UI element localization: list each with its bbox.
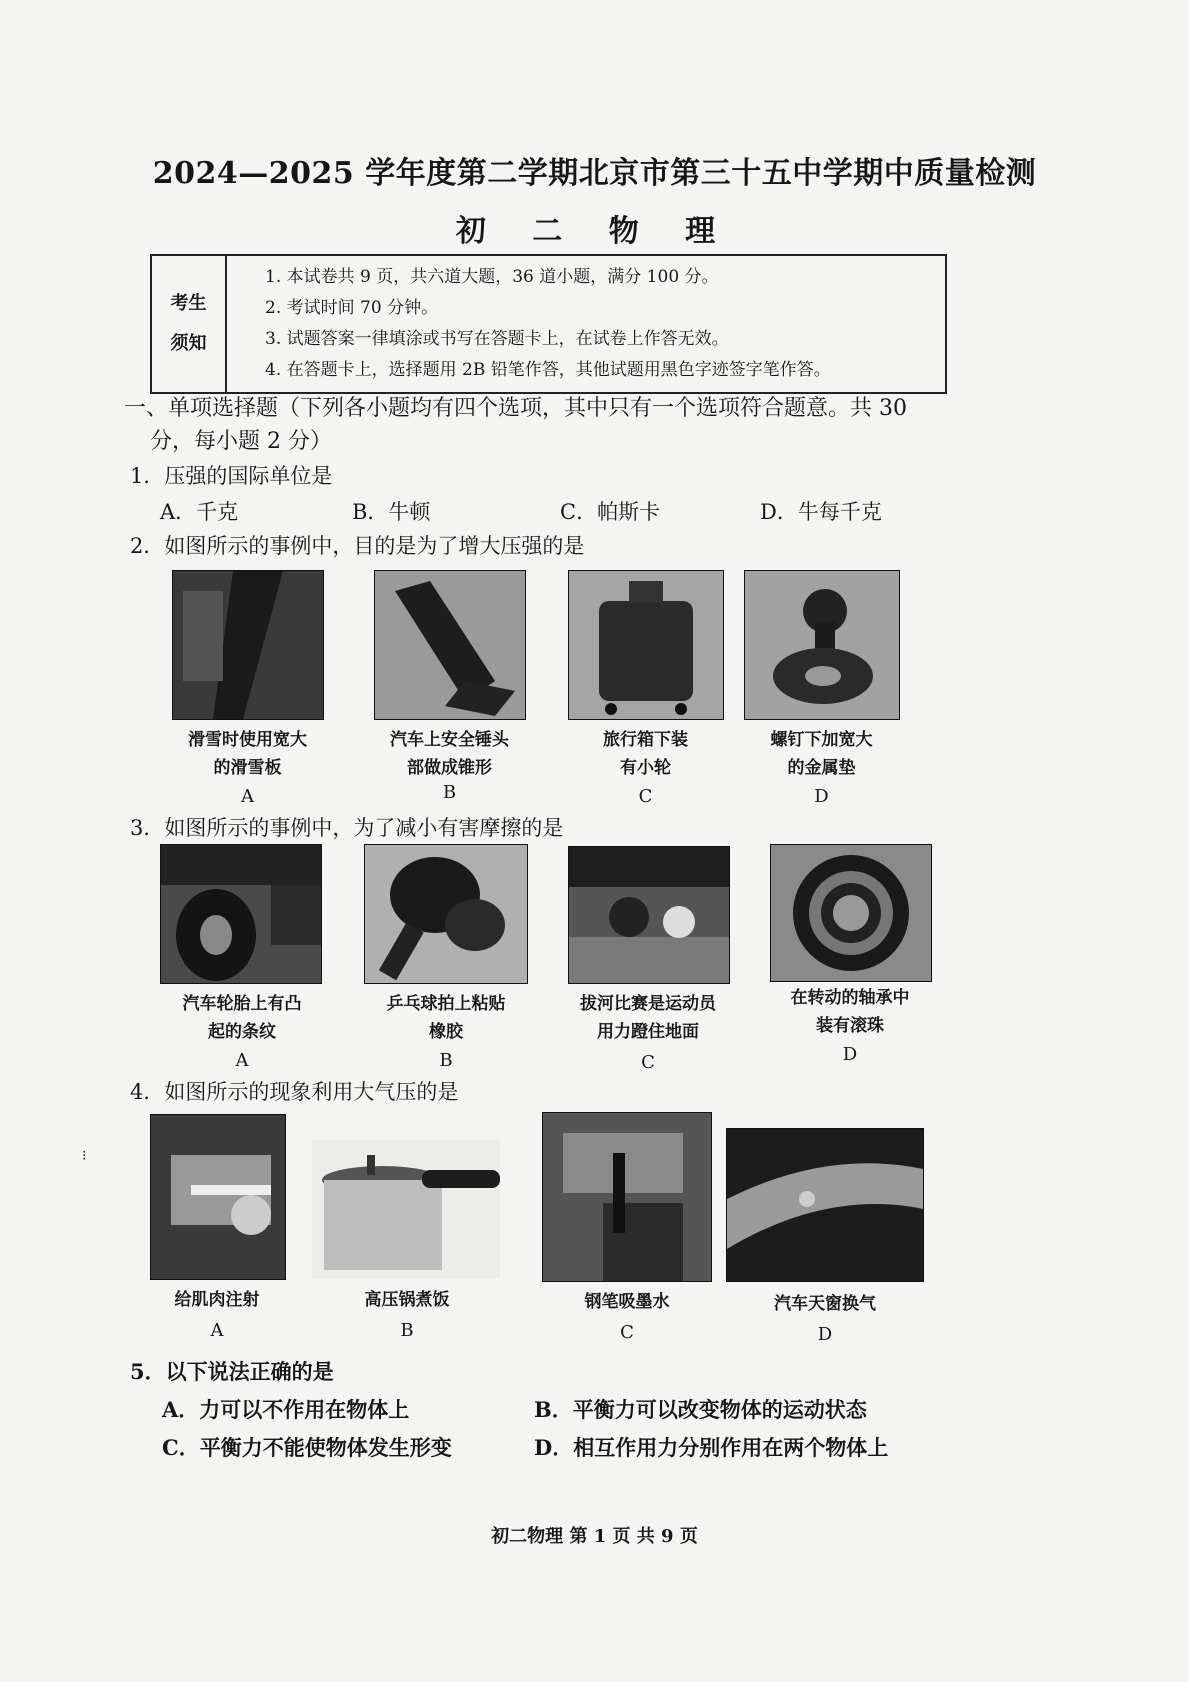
paddle-art [365, 845, 527, 983]
q4-letter-b: B [400, 1320, 414, 1341]
notice-item: 4. 在答题卡上，选择题用 2B 铅笔作答，其他试题用黑色字迹签字笔作答。 [265, 360, 831, 380]
bearing-art [771, 845, 931, 981]
section-heading-line1: 一、单项选择题（下列各小题均有四个选项，其中只有一个选项符合题意。共 30 [124, 396, 907, 421]
q1-option-d: D．牛每千克 [760, 500, 882, 524]
q2-caption-c-line2: 有小轮 [620, 758, 671, 778]
q2-caption-d-line2: 的金属垫 [787, 758, 856, 778]
snowboard-photo [172, 570, 324, 720]
pressure-cooker-art [312, 1140, 500, 1278]
q2-stem: 2．如图所示的事例中，目的是为了增大压强的是 [130, 534, 585, 558]
q4-caption-d: 汽车天窗换气 [774, 1294, 876, 1314]
tug-of-war-art [569, 847, 729, 983]
notice-label [152, 256, 227, 392]
q1-option-c: C．帕斯卡 [560, 500, 661, 524]
injection-art [151, 1115, 285, 1279]
sunroof-art [727, 1129, 923, 1281]
candidate-notice-box [150, 254, 947, 394]
q4-letter-c: C [620, 1322, 634, 1343]
q2-caption-a-line2: 的滑雪板 [213, 758, 282, 778]
fountain-pen-art [543, 1113, 711, 1281]
q3-caption-a-line2: 起的条纹 [208, 1022, 276, 1042]
q2-caption-c-line1: 旅行箱下装 [603, 730, 688, 750]
q3-caption-b-line2: 橡胶 [429, 1022, 463, 1042]
section-heading [124, 392, 964, 458]
safety-hammer-photo [374, 570, 526, 720]
suitcase-photo [568, 570, 724, 720]
tug-of-war-photo [568, 846, 730, 984]
screw-washer-art [745, 571, 899, 719]
q3-caption-d-line2: 装有滚珠 [816, 1016, 884, 1036]
q5-stem: 5．以下说法正确的是 [130, 1359, 334, 1384]
q3-caption-c-line1: 拔河比赛是运动员 [580, 994, 716, 1014]
q2-letter-a: A [241, 786, 254, 807]
q2-caption-d-line1: 螺钉下加宽大 [770, 730, 873, 750]
suitcase-art [569, 571, 723, 719]
notice-item: 2. 考试时间 70 分钟。 [265, 298, 439, 318]
q5-option-d: D．相互作用力分别作用在两个物体上 [534, 1435, 889, 1460]
notice-item: 3. 试题答案一律填涂或书写在答题卡上，在试卷上作答无效。 [265, 329, 729, 349]
q3-letter-a: A [235, 1050, 249, 1071]
notice-label-line1: 考生 [170, 293, 207, 314]
page-footer: 初二物理 第 1 页 共 9 页 [491, 1526, 698, 1547]
q2-caption-a-line1: 滑雪时使用宽大 [188, 730, 307, 750]
q5-option-c: C．平衡力不能使物体发生形变 [162, 1435, 452, 1460]
snowboard-photo-art [173, 571, 323, 719]
tire-art [161, 845, 321, 983]
q4-stem: 4．如图所示的现象利用大气压的是 [130, 1080, 459, 1104]
exam-title: 2024—2025 学年度第二学期北京市第三十五中学期中质量检测 [152, 156, 1037, 191]
margin-mark: ⁝ [82, 1148, 87, 1164]
paddle-photo [364, 844, 528, 984]
tire-photo [160, 844, 322, 984]
q3-caption-c-line2: 用力蹬住地面 [597, 1022, 699, 1042]
q2-letter-b: B [442, 782, 457, 803]
q3-letter-c: C [641, 1052, 655, 1073]
q1-option-a: A．千克 [160, 500, 239, 524]
q2-caption-b-line2: 部做成锥形 [407, 758, 492, 778]
q2-letter-d: D [814, 786, 829, 807]
q2-letter-c: C [638, 786, 653, 807]
sunroof-photo [726, 1128, 924, 1282]
q4-caption-a: 给肌肉注射 [174, 1290, 260, 1310]
q3-caption-a-line1: 汽车轮胎上有凸 [182, 994, 302, 1014]
bearing-photo [770, 844, 932, 982]
injection-photo [150, 1114, 286, 1280]
q3-stem: 3．如图所示的事例中，为了减小有害摩擦的是 [130, 816, 564, 840]
pressure-cooker-photo [312, 1140, 500, 1278]
q1-option-b: B．牛顿 [352, 500, 431, 524]
q4-caption-b: 高压锅煮饭 [364, 1290, 450, 1310]
fountain-pen-photo [542, 1112, 712, 1282]
notice-items [227, 256, 831, 392]
section-heading-line2: 分，每小题 2 分） [150, 429, 332, 454]
notice-label-line2: 须知 [170, 333, 207, 354]
q3-caption-b-line1: 乒乓球拍上粘贴 [386, 994, 506, 1014]
q4-caption-c: 钢笔吸墨水 [584, 1292, 670, 1312]
q5-option-b: B．平衡力可以改变物体的运动状态 [534, 1397, 867, 1422]
q3-letter-d: D [842, 1044, 858, 1065]
q4-letter-a: A [210, 1320, 224, 1341]
screw-washer-photo [744, 570, 900, 720]
q1-stem: 1．压强的国际单位是 [130, 464, 333, 488]
q3-caption-d-line1: 在转动的轴承中 [790, 988, 910, 1008]
subject-title: 初 二 物 理 [455, 214, 734, 249]
q3-letter-b: B [439, 1050, 453, 1071]
q2-caption-b-line1: 汽车上安全锤头 [390, 730, 509, 750]
q4-letter-d: D [817, 1324, 833, 1345]
q5-option-a: A．力可以不作用在物体上 [162, 1397, 410, 1422]
notice-item: 1. 本试卷共 9 页，共六道大题，36 道小题，满分 100 分。 [265, 267, 719, 287]
safety-hammer-art [375, 571, 525, 719]
